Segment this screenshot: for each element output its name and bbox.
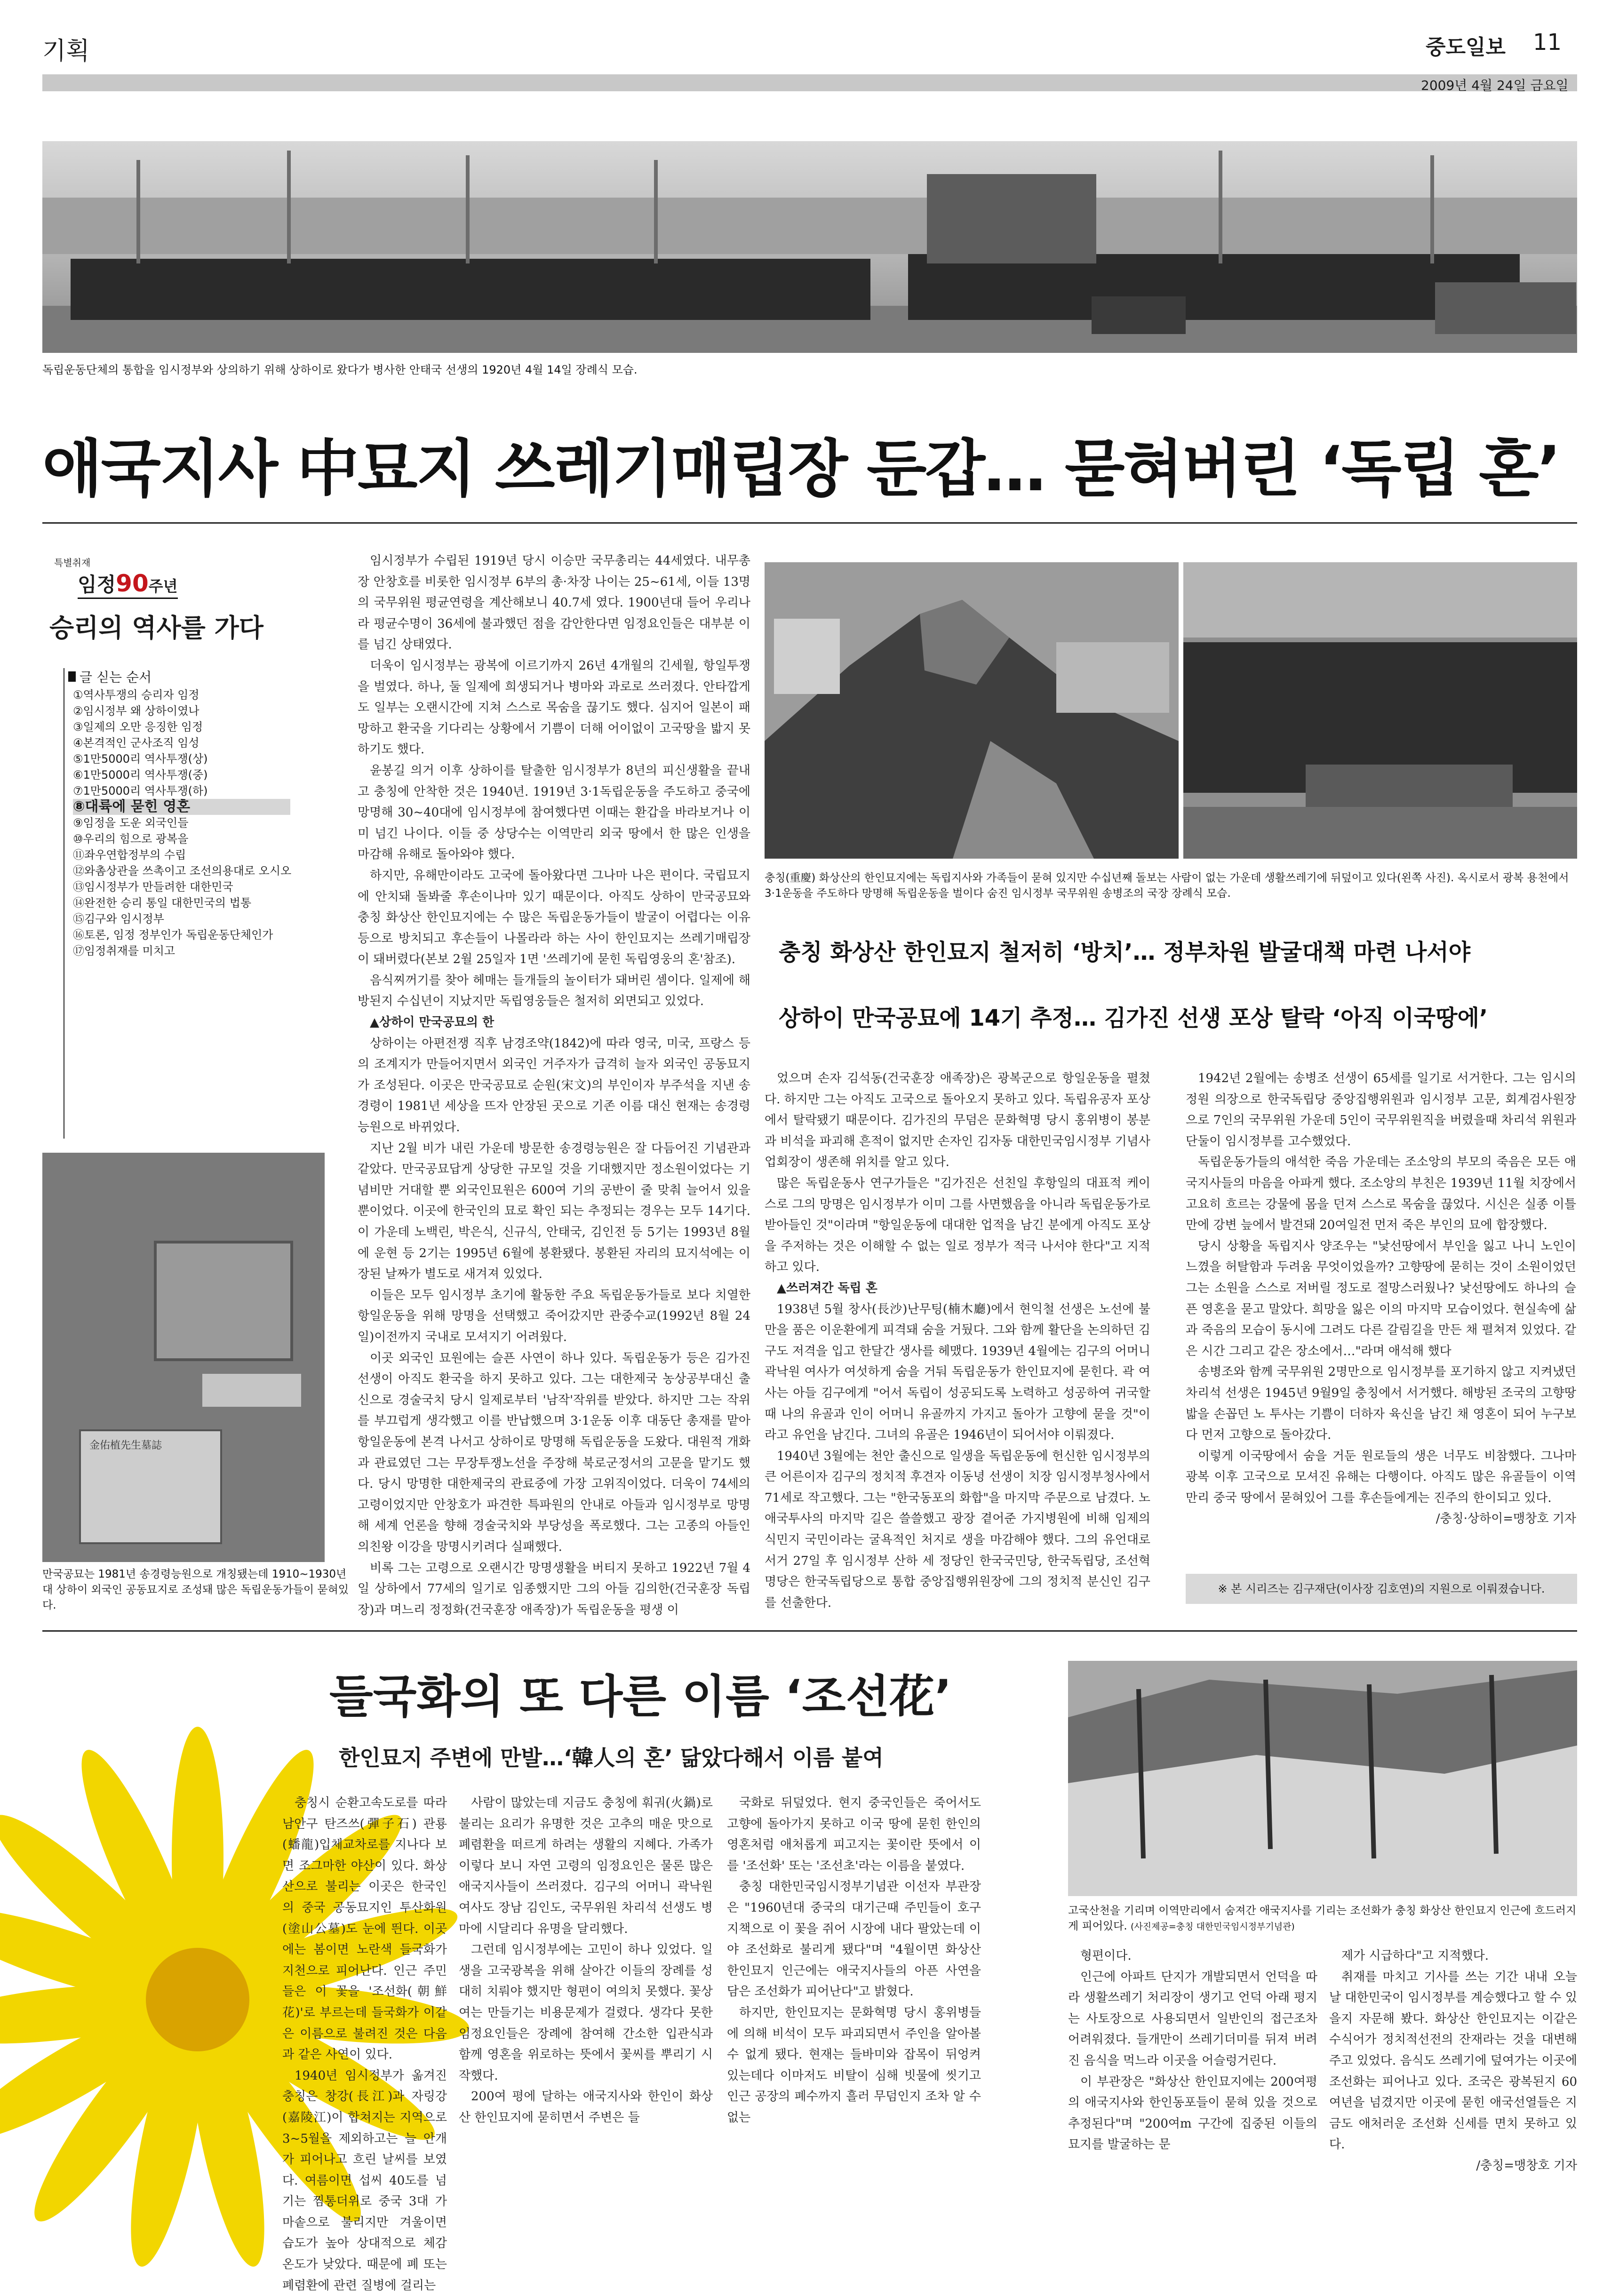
paragraph: 임시정부가 수립된 1919년 당시 이승만 국무총리는 44세였다. 내무총장 안창호를 비롯한 임시정부 6부의 총·차장 나이는 25~61세, 이들 13명의 국무위원 평균연령을 계산해보니 40.7세 였다. 1900년대 들어 우리나라 평균수명이 36세에 불과했던 점을 감안한다면 임정요인들은 대부분 이를 넘긴 상태였다.: [358, 554, 750, 652]
toc-marker-icon: [68, 671, 76, 682]
photo-caption-right: 충칭(重慶) 화상산의 한인묘지에는 독립지사와 가족들이 묻혀 있지만 수십년째 돌보는 사람이 없는 가운데 생활쓰레기에 뒤덮이고 있다(왼쪽 사진). 옥시로서 광복 용천에서 3·1운동을 주도하다 망명해 독립운동을 벌이다 숨진 임시정부 국무위원 송병조의 국장 장례식 모습.: [765, 872, 1569, 900]
paragraph: 더욱이 임시정부는 광복에 이르기까지 26년 4개월의 긴세월, 항일투쟁을 벌였다. 하나, 둘 일제에 희생되거나 병마와 과로로 쓰러졌다. 안타깝게도 일부는 오랜시간에 지쳐 스스로 목숨을 끊기도 했다. 심지어 일본이 패망하고 환국을 기다리는 상황에서 기쁨이 더해 어이없이 고국땅을 밟지 못하기도 했다.: [358, 658, 750, 757]
paragraph: 충칭시 순환고속도로를 따라 남안구 탄즈쓰(彈子石) 관룡(蟠龍)입체교차로를 지나다 보면 조그마한 야산이 있다. 화상산으로 불리는 이곳은 한국인의 중국 공동묘지인 투산화원(塗山公墓)도 눈에 띈다. 이곳에는 봄이면 노란색 들국화가 지천으로 피어난다. 인근 주민들은 이 꽃을 '조선화(朝鮮花)'로 부르는데 들국화가 이같은 이름으로 불려진 것은 다음과 같은 사연이 있다.: [282, 1796, 447, 2062]
paragraph: 송병조와 함께 국무위원 2명만으로 임시정부를 포기하지 않고 지켜냈던 차리석 선생은 1945년 9월9일 충칭에서 서거했다. 해방된 조국의 고향땅 밟을 손꼽던 노 투사는 기쁨이 더하자 육신을 남긴 채 영혼이 되어 누구보다 먼저 고향으로 돌아갔다.: [1186, 1365, 1576, 1443]
toc-item: ⑮김구와 임시정부: [73, 912, 164, 925]
hill-garbage-photo: [765, 562, 1179, 859]
toc-item: ①역사투쟁의 승리자 임정: [73, 688, 199, 702]
paragraph: 당시 상황을 독립지사 양조우는 "낯선땅에서 부인을 잃고 나니 노인이 느꼈을 허탈함과 두려움 무엇이었을까? 고향땅에 묻히는 것이 소원이었던 그는 소원을 스스로 저버릴 정도로 절망스러웠나? 낯선땅에도 하나의 슬픈 영혼을 묻고 말았다. 희망을 잃은 이의 마지막 모습이었다. 현실속에 삶과 죽음의 모습이 동시에 그려도 다른 갈림길을 만든 채 펼쳐져 있었다. 같은 시간 그리고 같은 장소에서…"라며 애석해 했다: [1186, 1239, 1576, 1358]
section-divider: [42, 1630, 1577, 1632]
paragraph: 그런데 임시정부에는 고민이 하나 있었다. 일생을 고국광복을 위해 살아간 이들의 장례를 성대히 치뤄야 했지만 형편이 여의치 못했다. 꽃상여는 만들기는 비용문제가 걸렸다. 생각다 못한 임정요인들은 장례에 참여해 간소한 입관식과 함께 영혼을 위로하는 뜻에서 꽃씨를 뿌리기 시작했다.: [459, 1943, 713, 2083]
toc-item: ⑩우리의 힘으로 광복을: [73, 832, 189, 845]
paragraph: 었으며 손자 김석동(건국훈장 애족장)은 광복군으로 항일운동을 펼쳤다. 하지만 그는 아직도 고국으로 돌아오지 못하고 있다. 독립유공자 포상에서 탈락됐기 때문이다. 김가진의 무덤은 문화혁명 당시 홍위병이 봉분과 비석을 파괴해 흔적이 없지만 손자인 김자동 대한민국임시정부 기념사업회장이 생존해 위치를 알고 있다.: [765, 1071, 1150, 1170]
paragraph: 비록 그는 고령으로 오랜시간 망명생활을 버티지 못하고 1922년 7월 4일 상하에서 77세의 일기로 임종했지만 그의 아들 김의한(건국훈장 독립장)과 며느리 정정화(건국훈장 애족장)가 독립운동을 평생 이: [358, 1561, 750, 1617]
article1-column-3: [1186, 1068, 1576, 1604]
paragraph: 1938년 5월 창사(長沙)난무팅(楠木廳)에서 현익철 선생은 노선에 불만을 품은 이운환에게 피격돼 숨을 거뒀다. 그와 함께 활단을 논의하던 김구도 저격을 입고 한달간 생사를 헤맸다. 1939년 4월에는 김구의 어머니 곽낙원 여사가 여섯하게 숨을 거둬 독립운동가 한인묘지에 묻힌다. 곽 여사는 아들 김구에게 "어서 독립이 성공되도록 노력하고 성공하여 귀국할때 나의 유골과 인이 어머니 유골까지 가지고 돌아가 고향에 묻을 것"이라고 유언을 남긴다. 그녀의 유골은 1946년이 되어서야 이뤄졌다.: [765, 1302, 1150, 1443]
article2-column-1: [282, 1793, 447, 2293]
photo-caption-left: 만국공묘는 1981년 송경령능원으로 개칭됐는데 1910~1930년대 상하이 외국인 공동묘지로 조성돼 많은 독립운동가들이 묻혀있다.: [42, 1568, 349, 1611]
toc-item: ⑭완전한 승리 통일 대한민국의 법통: [73, 896, 252, 909]
panorama-caption: 독립운동단체의 통합을 임시정부와 상의하기 위해 상하이로 왔다가 병사한 안태국 선생의 1920년 4월 14일 장례식 모습.: [42, 363, 638, 376]
series-kicker: 특별취재: [54, 557, 91, 568]
paragraph: 음식찌꺼기를 찾아 헤매는 들개들의 놀이터가 돼버린 셈이다. 일제에 해방된지 수십년이 지났지만 독립영웅들은 철저히 외면되고 있었다.: [358, 973, 750, 1009]
article1-column-1: [358, 550, 750, 1617]
article1-column-2: [765, 1068, 1150, 1614]
toc-item: ⑫와촘상관을 쓰촉이고 조선의용대로 오시오: [73, 864, 292, 877]
series-logo: [49, 555, 280, 654]
toc-item: ⑧대륙에 묻힌 영혼: [73, 799, 290, 815]
article2-byline: /충칭=맹창호 기자: [1476, 2158, 1577, 2173]
subhead-chongqing: 충칭 화상산 한인묘지 철저히 ‘방치’… 정부차원 발굴대책 마련 나서야: [779, 939, 1471, 965]
toc-item: ⑨임정을 도운 외국인들: [73, 816, 189, 829]
toc-item: ②임시정부 왜 상하이였나: [73, 704, 199, 718]
sponsor-note: ※ 본 시리즈는 김구재단(이사장 김호연)의 지원으로 이뤄졌습니다.: [1186, 1574, 1577, 1604]
paragraph: 이렇게 이국땅에서 숨을 거둔 원로들의 생은 너무도 비참했다. 그나마 광복 이후 고국으로 모셔진 유해는 다행이다. 아직도 많은 유골들이 이역만리 중국 땅에서 묻혀있어 그를 후손들에게는 진주의 한이되고 있다.: [1186, 1449, 1576, 1505]
newspaper-name: 중도일보: [1426, 35, 1506, 59]
page-number: 11: [1533, 29, 1562, 56]
paragraph: ▲쓰러져간 독립 혼: [777, 1281, 877, 1295]
paragraph: 인근에 아파트 단지가 개발되면서 언덕을 따라 생활쓰레기 처리장이 생기고 언덕 아래 평지는 사토장으로 사용되면서 일반인의 접근조차 어려워졌다. 들개만이 쓰레기더미를 뒤져 버려진 음식을 먹느라 이곳을 어슬렁거린다.: [1068, 1969, 1317, 2068]
toc-title: [68, 668, 290, 687]
series-title: [78, 569, 178, 599]
funeral-crowd-photo: [1183, 562, 1577, 859]
toc-item: ⑤1만5000리 역사투쟁(상): [73, 752, 208, 765]
article2-photo-credit: (사진제공=충칭 대한민국임시정부기념관): [1131, 1921, 1295, 1932]
paragraph: 이 부관장은 "화상산 한인묘지에는 200여평의 애국지사와 한인동포들이 묻혀 있을 것으로 추정된다"며 "200여m 구간에 집중된 이들의 묘지를 발굴하는 문: [1068, 2074, 1317, 2152]
series-title-num: 90: [116, 570, 149, 597]
series-subtitle: 승리의 역사를 가다: [49, 613, 263, 643]
series-title-pre: 임정: [78, 573, 116, 596]
toc-item: ⑪좌우연합정부의 수립: [73, 848, 186, 861]
tombstone-photo: [42, 1153, 325, 1562]
paragraph: 이들은 모두 임시정부 초기에 활동한 주요 독립운동가들로 보다 치열한 항일운동을 위해 망명을 선택했고 죽어갔지만 관중수교(1992년 8월 24일)이전까지 국내로 모셔지기 어려웠다.: [358, 1288, 750, 1344]
flower-field-photo: [1068, 1661, 1577, 1896]
toc-box: [64, 668, 290, 1139]
paragraph: 이곳 외국인 묘원에는 슬픈 사연이 하나 있다. 독립운동가 등은 김가진 선생이 아직도 환국을 하지 못하고 있다. 그는 대한제국 농상공부대신 출신으로 경술국치 당시 일제로부터 '남작'작위를 받았다. 하지만 그는 작위를 부끄럽게 생각했고 이를 반납했으며 3·1운동 이후 대동단 총재를 맡아 항일운동에 본격 나서고 상하이로 망명해 독립운동을 도왔다. 대원적 개화과 관료였던 그는 무장투쟁노선을 주장해 북로군정서의 고문을 맡기도 했다. 당시 망명한 대한제국의 관료중에 가장 고위직이었다. 더욱이 74세의 고령이었지만 안창호가 파견한 특파원의 안내로 아들과 임시정부로 망명해 세계 언론을 향해 경술국치와 부당성을 폭로했다. 그는 고종의 아들인 의친왕 이강을 망명시키려다 실패했다.: [358, 1351, 750, 1554]
toc-item: ④본격적인 군사조직 임성: [73, 736, 199, 749]
article2-subhead: 한인묘지 주변에 만발…‘韓人의 혼’ 닮았다해서 이름 붙여: [339, 1745, 884, 1770]
paragraph: 제가 시급하다"고 지적했다.: [1341, 1949, 1489, 1963]
paragraph: 독립운동가들의 애석한 죽음 가운데는 조소앙의 부모의 죽음은 모든 애국지사들의 마음을 아파게 했다. 조소앙의 부친은 1939년 11월 치장에서 고요히 흐르는 강물에 몸을 던져 스스로 목숨을 끊었다. 시신은 실종 이틀만에 강변 늪에서 발견돼 20여일전 먼저 죽은 부인의 묘에 합장했다.: [1186, 1155, 1576, 1233]
toc-item: ⑥1만5000리 역사투쟁(중): [73, 768, 208, 781]
section-label: 기획: [42, 37, 90, 65]
article2-column-5: [1329, 1945, 1577, 2209]
article2-column-4: [1068, 1945, 1317, 2209]
tombstone-inscription: 金佑植先生墓誌: [89, 1440, 162, 1451]
toc-item: ③일제의 오만 응징한 임정: [73, 720, 203, 733]
paragraph: 국화로 뒤덮었다. 현지 중국인들은 죽어서도 고향에 돌아가지 못하고 이국 땅에 묻힌 한인의 영혼처럼 애처롭게 피고지는 꽃이란 뜻에서 이를 '조선화' 또는 '조선초'라는 이름을 붙였다.: [727, 1796, 981, 1873]
article2-photo-caption-text: 고국산천을 기리며 이역만리에서 숨져간 애국지사를 기리는 조선화가 충칭 화상산 한인묘지 인근에 흐드러지게 피어있다.: [1068, 1905, 1577, 1932]
article2-column-3: [727, 1793, 981, 2202]
toc-item: ⑦1만5000리 역사투쟁(하): [73, 784, 208, 797]
subhead-shanghai: ▲상하이 만국공묘의 한: [370, 1015, 494, 1030]
paragraph: 충칭 대한민국임시정부기념관 이선자 부관장은 "1960년대 중국의 대기근때 주민들이 호구지책으로 이 꽃을 쥐어 시장에 내다 팔았는데 이야 조선화로 불리게 됐다"며 "4월이면 화상산 한인묘지 인근에는 애국지사들의 아픈 사연을 담은 조선화가 피어난다"고 밝혔다.: [727, 1880, 981, 1999]
main-headline: 애국지사 中묘지 쓰레기매립장 둔갑… 묻혀버린 ‘독립 혼’: [42, 433, 1560, 505]
paragraph: 윤봉길 의거 이후 상하이를 탈출한 임시정부가 8년의 피신생활을 끝내고 충칭에 안착한 것은 1940년. 1919년 3·1독립운동을 주도하고 중국에 망명해 30~40대에 임시정부에 참여했다면 이때는 환갑을 바라보거나 이미 넘긴 나이다. 이들 중 상당수는 이역만리 외국 땅에서 한 많은 인생을 마감해 유해로 돌아와야 했다.: [358, 763, 750, 862]
funeral-panorama-photo: [42, 141, 1577, 353]
paragraph: 사람이 많았는데 지금도 충칭에 훠궈(火鍋)로 불리는 요리가 유명한 것은 고추의 매운 맛으로 폐렴환을 떠르게 하려는 생활의 지혜다. 가족가 이렇다 보니 자연 고령의 임정요인은 물론 많은 애국지사들이 쓰러졌다. 김구의 어머니 곽낙원 여사도 장남 김인도, 국무위원 차리석 선생도 병마에 시달리다 유명을 달리했다.: [459, 1796, 713, 1936]
article2-headline: 들국화의 또 다른 이름 ‘조선花’: [329, 1670, 952, 1723]
article2-photo-caption: [1068, 1903, 1577, 1935]
series-title-post: 주년: [148, 577, 178, 595]
article1-byline: /충칭·상하이=맹창호 기자: [1436, 1512, 1576, 1526]
toc-item: ⑯토론, 임정 정부인가 독립운동단체인가: [73, 928, 273, 941]
paragraph: 지난 2월 비가 내린 가운데 방문한 송경령능원은 잘 다듬어진 기념관과 같았다. 만국공묘답게 상당한 규모일 것을 기대했지만 정소원이었다는 기념비만 거대할 뿐 외국인묘원은 600여 기의 공반이 줄 맞춰 늘어서 있을 뿐이었다. 이곳에 한국인의 묘로 확인 되는 추정되는 경우는 모두 14기다. 이 가운데 노백린, 박은식, 신규식, 안태국, 김인전 등 5기는 1993년 8월에 운현 등 2기는 1995년 6월에 봉환됐다. 봉환된 자리의 묘지석에는 이장된 날짜가 별도로 새겨져 있었다.: [358, 1141, 750, 1282]
toc-item: ⑰임정취재를 미치고: [73, 944, 175, 957]
paragraph: 형편이다.: [1080, 1949, 1132, 1963]
header-bar: [42, 74, 1577, 91]
issue-date: 2009년 4월 24일 금요일: [1421, 78, 1569, 93]
paragraph: 취재를 마치고 기사를 쓰는 기간 내내 오늘날 대한민국이 임시정부를 계승했다고 할 수 있을지 자문해 봤다. 화상산 한인묘지는 이같은 수식어가 정치적선전의 잔재라는 것을 대변해주고 있었다. 음식도 쓰레기에 덮여가는 이곳에 조선화는 피어나고 있다. 조국은 광복된지 60여년을 넘겼지만 이곳에 묻힌 애국선열들은 지금도 애처러운 조선화 신세를 면치 못하고 있다.: [1329, 1969, 1577, 2152]
subhead-shanghai-cemetery: 상하이 만국공묘에 14기 추정… 김가진 선생 포상 탈락 ‘아직 이국땅에’: [779, 1005, 1488, 1031]
paragraph: 1940년 3월에는 천안 출신으로 일생을 독립운동에 헌신한 임시정부의 큰 어른이자 김구의 정치적 후견자 이동녕 선생이 치장 임시정부청사에서 71세로 작고했다. 그는 "한국동포의 화합"을 마지막 주문으로 남겼다. 노 애국투사의 마지막 길은 쓸쓸했고 광장 곁어준 가지병원에 비해 임제의 식민지 국민이라는 굴욕적인 처지로 생을 마감해야 했다. 그의 유언대로 서거 27일 후 임시정부 산하 세 정당인 한국국민당, 한국독립당, 조선혁명당은 한국독립당으로 통합 중앙집행위원장에 그의 정치적 분신인 김구를 선출한다.: [765, 1449, 1150, 1610]
toc-title-text: 글 싣는 순서: [80, 670, 152, 685]
paragraph: 1942년 2월에는 송병조 선생이 65세를 일기로 서거한다. 그는 임시의정원 의장으로 한국독립당 중앙집행위원과 임시정부 고문, 회계검사원장으로 7인의 국무위원 가운데 5인이 국무위원직을 버렸을때 차리석 위원과 단둘이 임시정부를 고수했었다.: [1186, 1071, 1576, 1148]
paragraph: 하지만, 한인묘지는 문화혁명 당시 홍위병들에 의해 비석이 모두 파괴되면서 주인을 알아볼 수 없게 됐다. 현재는 들바미와 잡목이 뒤엉켜 있는데다 이마저도 비탈이 심해 빗물에 씻기고 인근 공장의 폐수까지 흘러 무덤인지 조차 알 수 없는: [727, 2005, 981, 2125]
toc-item: ⑬임시정부가 만들려한 대한민국: [73, 880, 233, 893]
headline-rule: [42, 522, 1577, 524]
article2-column-2: [459, 1793, 713, 2202]
paragraph: 많은 독립운동사 연구가들은 "김가진은 선친일 후항일의 대표적 케이스로 그의 망명은 임시정부가 이미 그를 사면했음을 아니라 독립운동가로 받아들인 것"이라며 "항일운동에 대대한 업적을 남긴 분에게 아직도 포상을 주저하는 것은 이해할 수 없는 일로 정부가 적극 나서야 한다"고 지적하고 있다.: [765, 1176, 1150, 1275]
paragraph: 하지만, 유해만이라도 고국에 돌아왔다면 그나마 나은 편이다. 국립묘지에 안치돼 돌봐줄 후손이나마 있기 때문이다. 아직도 상하이 만국공묘와 충칭 화상산 한인묘지에는 수 많은 독립운동가들이 발굴이 어렵다는 이유 등으로 방치되고 후손들이 나몰라라 하는 사이 한인묘지는 쓰레기매립장이 돼버렸다(본보 2월 25일자 1면 '쓰레기에 묻힌 독립영웅의 혼'참조).: [358, 868, 750, 967]
paragraph: 1940년 임시정부가 옮겨진 충칭은 창강(長江)과 자링강(嘉陵江)이 합쳐지는 지역으로 3~5월을 제외하고는 늘 안개가 피어나고 흐린 날씨를 보였다. 여름이면 섭씨 40도를 넘기는 찜통더위로 중국 3대 가마솥으로 불리지만 겨울이면 습도가 높아 상대적으로 체감온도가 낮았다. 때문에 폐 또는 폐렴환에 관련 질병에 걸리는: [282, 2068, 447, 2293]
paragraph: 200여 평에 달하는 애국지사와 한인이 화상산 한인묘지에 묻히면서 주변은 들: [459, 2089, 713, 2125]
toc-list: [73, 687, 290, 959]
paragraph: 상하이는 아편전쟁 직후 남경조약(1842)에 따라 영국, 미국, 프랑스 등의 조계지가 만들어지면서 외국인 거주자가 급격히 늘자 외국인 공동묘지가 조성된다. 이곳은 만국공묘로 순원(宋文)의 부인이자 부주석을 지낸 송경령이 1981년 세상을 뜨자 안장된 곳으로 기존 이름 대신 현재는 송경령능원으로 바뀌었다.: [358, 1036, 750, 1135]
